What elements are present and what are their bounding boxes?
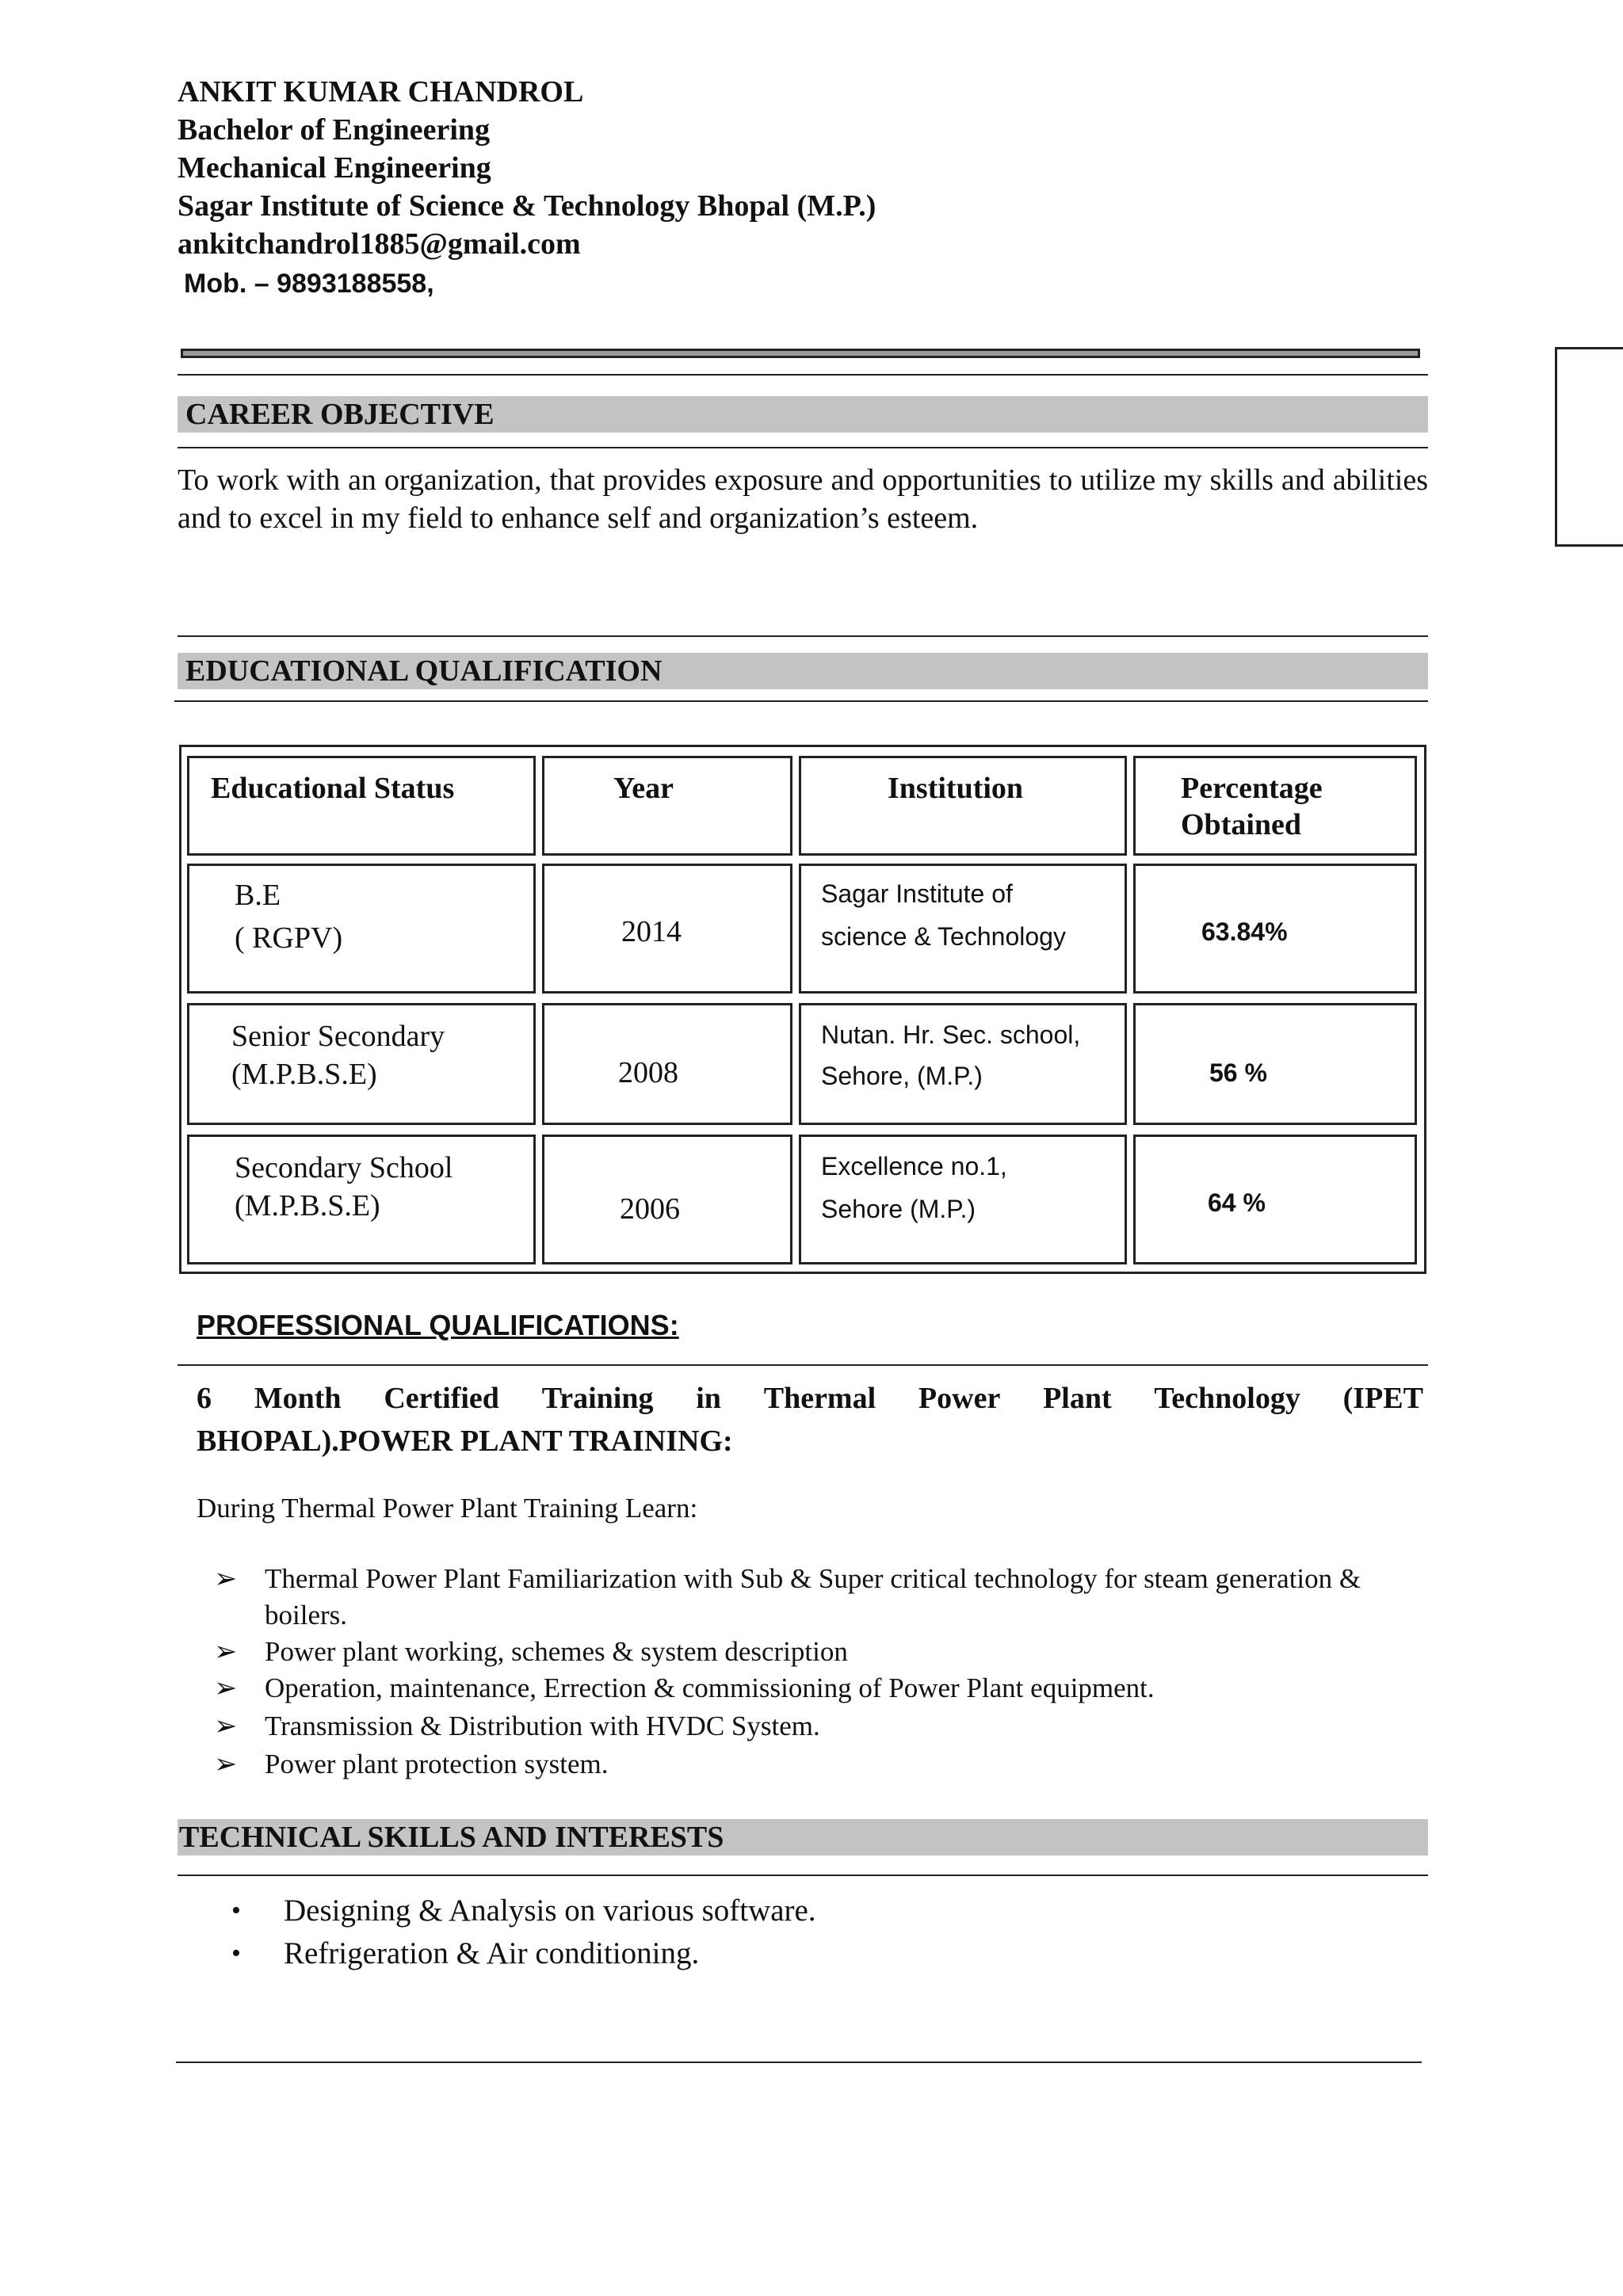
table-cell [1133, 1135, 1417, 1264]
arrow-bullet-icon: ➢ [214, 1749, 238, 1779]
arrow-bullet-icon: ➢ [214, 1672, 238, 1703]
professional-line1 [197, 1377, 1423, 1420]
professional-line2: BHOPAL).POWER PLANT TRAINING: [197, 1425, 733, 1458]
row1-institution-line1: Sagar Institute of [821, 879, 1013, 908]
training-intro: During Thermal Power Plant Training Learn: [197, 1493, 698, 1524]
arrow-bullet-icon: ➢ [214, 1636, 238, 1667]
row2-percentage: 56 % [1209, 1058, 1267, 1087]
word: Plant [1043, 1382, 1112, 1415]
candidate-name: ANKIT KUMAR CHANDROL [178, 75, 584, 109]
list-item-text: Refrigeration & Air conditioning. [284, 1936, 700, 1970]
row2-status-line1: Senior Secondary [231, 1020, 445, 1053]
header-divider-rule [178, 374, 1428, 376]
row3-percentage: 64 % [1208, 1188, 1266, 1217]
row2-institution-line2: Sehore, (M.P.) [821, 1062, 983, 1090]
branch: Mechanical Engineering [178, 151, 491, 185]
bottom-rule [176, 2061, 1422, 2063]
photo-placeholder [1555, 347, 1623, 547]
list-item-text: Designing & Analysis on various software. [284, 1894, 816, 1928]
row1-percentage: 63.84% [1201, 917, 1288, 946]
header-obtained: Obtained [1181, 808, 1302, 841]
word: Certified [384, 1382, 499, 1415]
list-item-text: Thermal Power Plant Familiarization with Sub & Super critical technology for steam generation & boilers. [265, 1563, 1361, 1630]
professional-paragraph [197, 1377, 1423, 1463]
college: Sagar Institute of Science & Technology Bhopal (M.P.) [178, 189, 876, 223]
row1-status-line2: ( RGPV) [235, 921, 343, 955]
arrow-bullet-icon: ➢ [214, 1563, 238, 1594]
word: Technology [1154, 1382, 1300, 1415]
list-item-text: Transmission & Distribution with HVDC System. [265, 1711, 820, 1741]
skills-title: TECHNICAL SKILLS AND INTERESTS [179, 1821, 724, 1854]
professional-title: PROFESSIONAL QUALIFICATIONS: [197, 1309, 679, 1341]
row3-institution-line1: Excellence no.1, [821, 1152, 1007, 1180]
row3-status-line2: (M.P.B.S.E) [235, 1189, 380, 1222]
word: in [696, 1382, 721, 1415]
row2-institution-line1: Nutan. Hr. Sec. school, [821, 1020, 1081, 1049]
list-item-text: Power plant protection system. [265, 1749, 609, 1779]
header-percentage: Percentage [1181, 772, 1323, 805]
education-title: EDUCATIONAL QUALIFICATION [185, 654, 663, 688]
row2-year: 2008 [618, 1056, 678, 1089]
row1-year: 2014 [621, 915, 682, 948]
word: Thermal [763, 1382, 876, 1415]
career-objective-title: CAREER OBJECTIVE [185, 398, 495, 431]
header-educational-status: Educational Status [211, 772, 455, 805]
word: 6 [197, 1382, 212, 1415]
word: Training [541, 1382, 654, 1415]
degree: Bachelor of Engineering [178, 113, 491, 147]
career-objective-text: To work with an organization, that provides exposure and opportunities to utilize my skills and abilities and to excel in my field to enhance self and organization’s esteem. [178, 463, 1428, 535]
list-item-text: Operation, maintenance, Errection & commissioning of Power Plant equipment. [265, 1672, 1155, 1703]
row3-status-line1: Secondary School [235, 1151, 453, 1184]
word: Month [254, 1382, 342, 1415]
career-rule [178, 447, 1428, 448]
list-item-text: Power plant working, schemes & system description [265, 1636, 848, 1667]
header-divider-bar [181, 349, 1420, 358]
professional-rule [178, 1364, 1428, 1366]
education-top-rule [178, 635, 1428, 637]
arrow-bullet-icon: ➢ [214, 1711, 238, 1741]
row1-institution-line2: science & Technology [821, 922, 1066, 951]
row2-status-line2: (M.P.B.S.E) [231, 1058, 377, 1091]
header-year: Year [613, 772, 674, 805]
word: (IPET [1342, 1382, 1423, 1415]
skills-rule [178, 1875, 1428, 1876]
row3-institution-line2: Sehore (M.P.) [821, 1195, 976, 1223]
table-cell [1133, 1003, 1417, 1125]
header-institution: Institution [888, 772, 1024, 805]
row1-status-line1: B.E [235, 879, 281, 912]
mobile: Mob. – 9893188558, [184, 269, 434, 299]
dot-bullet-icon: • [231, 1896, 241, 1925]
word: Power [918, 1382, 1001, 1415]
row3-year: 2006 [620, 1192, 680, 1226]
email: ankitchandrol1885@gmail.com [178, 227, 581, 261]
dot-bullet-icon: • [231, 1939, 241, 1968]
education-rule [174, 700, 1428, 702]
